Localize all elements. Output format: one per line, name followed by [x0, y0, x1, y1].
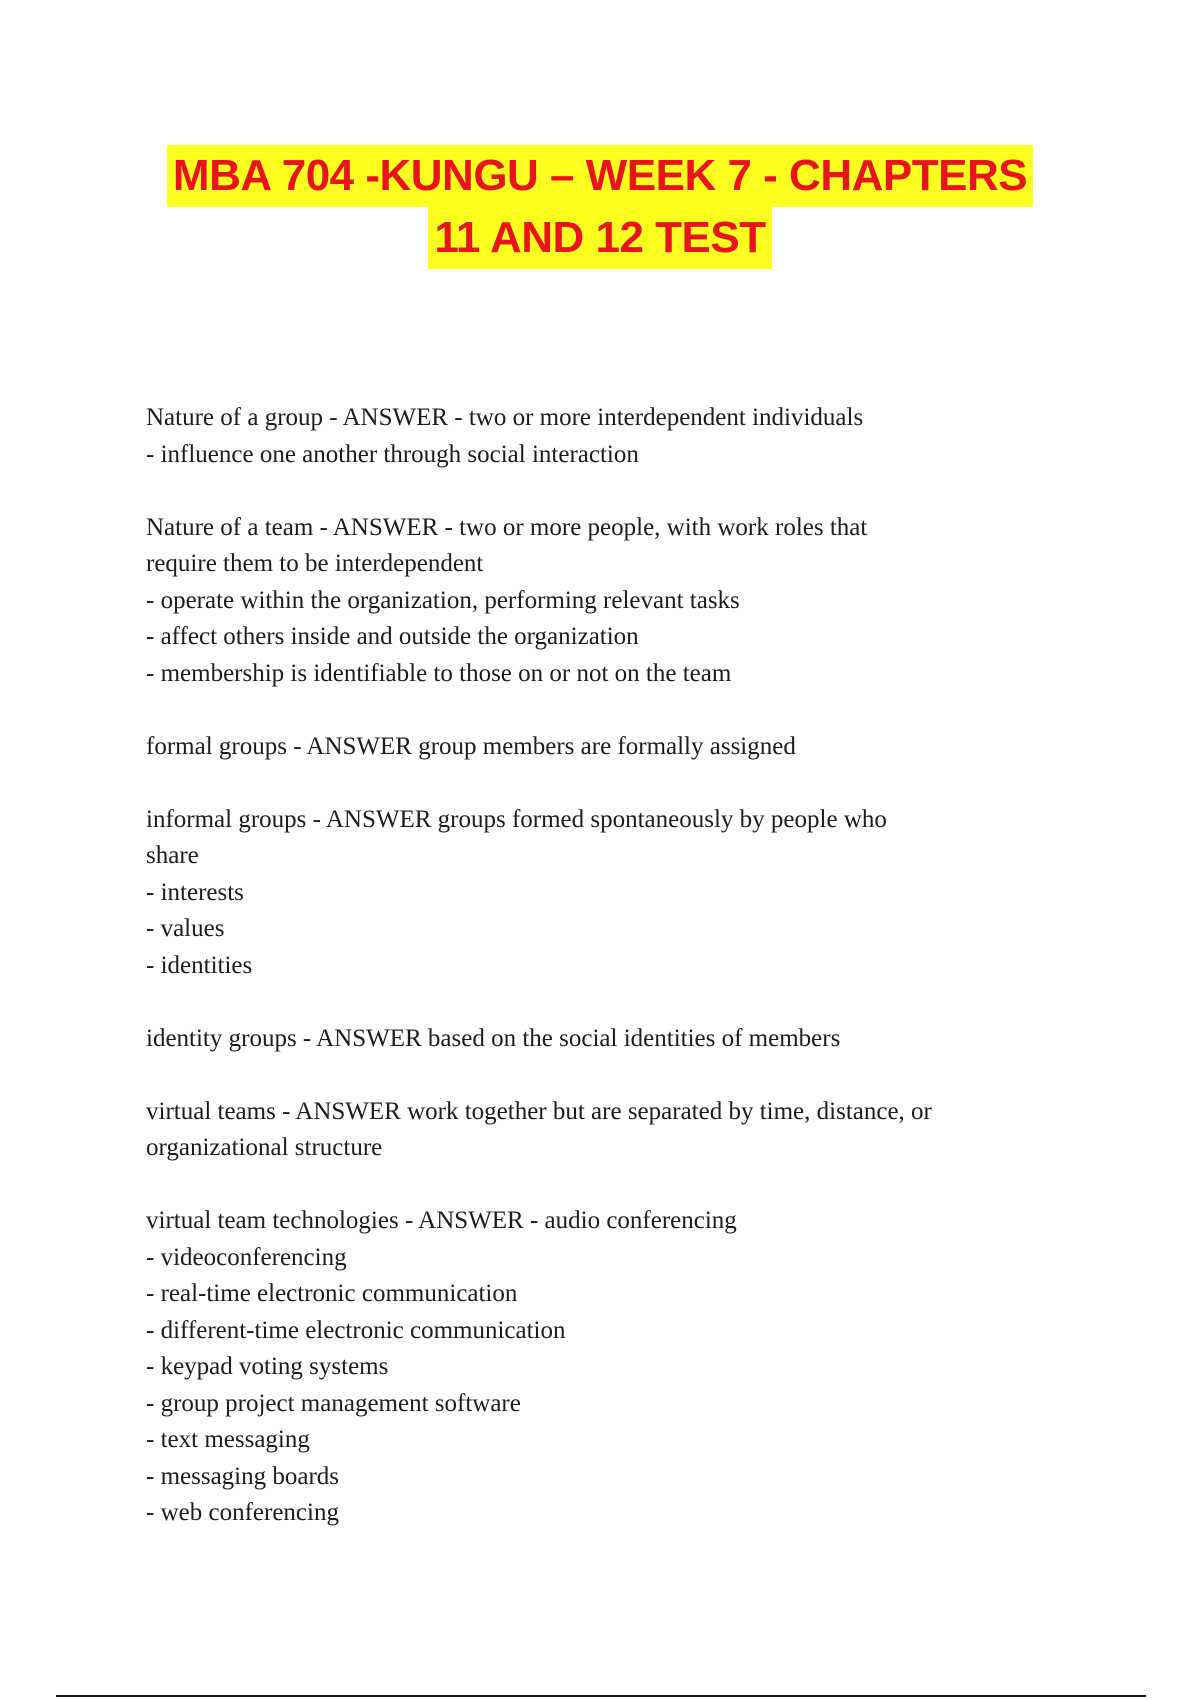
qa-entry-term-line: virtual teams - ANSWER work together but are separated by time, distance, or	[146, 1097, 932, 1125]
qa-entry-term-line: informal groups - ANSWER groups formed spontaneously by people who	[146, 805, 887, 833]
qa-entry-detail-line: - web conferencing	[146, 1499, 339, 1526]
qa-entry	[146, 1203, 1076, 1532]
qa-entry-detail-line: - different-time electronic communication	[146, 1316, 566, 1344]
qa-entry-detail-line: - messaging boards	[146, 1462, 340, 1490]
qa-entry-term-line: identity groups - ANSWER based on the social identities of members	[146, 1024, 841, 1052]
qa-entry	[146, 802, 1076, 985]
qa-entry-detail-line: - group project management software	[146, 1389, 521, 1417]
title-line-1: MBA 704 -KUNGU – WEEK 7 - CHAPTERS	[167, 145, 1033, 207]
qa-entry-detail-line: - membership is identifiable to those on or not on the team	[146, 659, 732, 687]
qa-entry-detail-line: organizational structure	[146, 1134, 383, 1161]
qa-entry-detail-line: share	[146, 842, 199, 869]
qa-entry-term-line: formal groups - ANSWER group members are formally assigned	[146, 732, 796, 760]
qa-entry-detail-line: - real-time electronic communication	[146, 1280, 518, 1307]
qa-entry-detail-line: - interests	[146, 878, 244, 906]
qa-entry	[146, 1021, 1076, 1058]
qa-entry	[146, 1094, 1076, 1167]
qa-entry-term-line: Nature of a group - ANSWER - two or more interdependent individuals	[146, 404, 864, 431]
qa-entry	[146, 729, 1076, 766]
qa-entry-detail-line: require them to be interdependent	[146, 550, 484, 577]
qa-entry	[146, 400, 1076, 473]
page-bottom-rule	[56, 1695, 1146, 1697]
document-title	[0, 145, 1200, 269]
qa-entry-detail-line: - identities	[146, 951, 253, 979]
qa-entry-detail-line: - videoconferencing	[146, 1243, 347, 1271]
qa-entry-detail-line: - affect others inside and outside the organization	[146, 623, 639, 650]
qa-entry-detail-line: - values	[146, 915, 225, 942]
qa-entry-term-line: Nature of a team - ANSWER - two or more people, with work roles that	[146, 513, 868, 541]
qa-entry-detail-line: - influence one another through social interaction	[146, 440, 639, 468]
qa-entry	[146, 510, 1076, 693]
document-body	[146, 400, 1076, 1568]
qa-entry-detail-line: - keypad voting systems	[146, 1353, 389, 1380]
qa-entry-term-line: virtual team technologies - ANSWER - audio conferencing	[146, 1207, 737, 1234]
qa-entry-detail-line: - text messaging	[146, 1426, 310, 1453]
title-line-2: 11 AND 12 TEST	[428, 207, 771, 269]
qa-entry-detail-line: - operate within the organization, performing relevant tasks	[146, 586, 740, 614]
